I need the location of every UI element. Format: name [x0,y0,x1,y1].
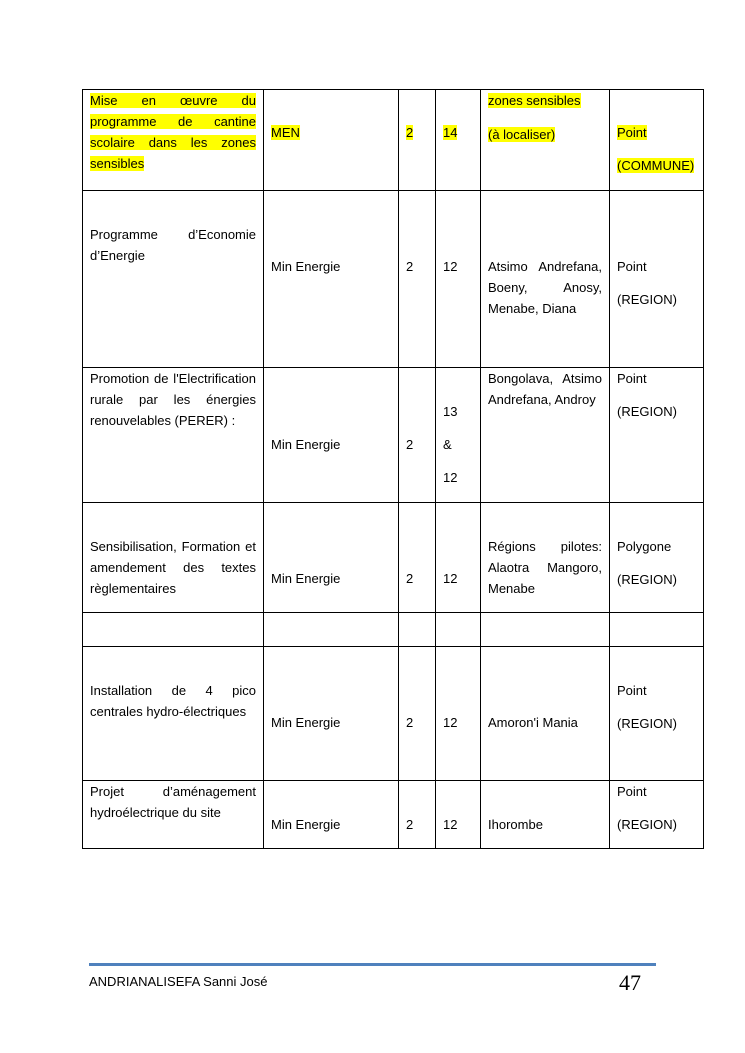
col4-cell: 14 [443,125,458,140]
table-row [83,368,704,503]
action-cell: Installation de 4 pico centrales hydro-électriques [83,647,264,781]
col3-cell: 2 [399,647,436,781]
ministry-cell: Min Energie [264,781,399,849]
zone-cell-note: (à localiser) [488,127,556,142]
col3-cell: 2 [399,781,436,849]
col3-cell: 2 [399,368,436,503]
table-row-empty [83,613,704,647]
type-cell: Point [617,784,647,799]
type-cell: Point [617,125,647,140]
col4-cell-second: 12 [443,470,458,485]
activities-table [82,89,704,849]
ministry-cell: MEN [271,125,300,140]
action-cell: Promotion de l'Electrification rurale par les énergies renouvelables (PERER) : [83,368,264,503]
type-cell-level: (REGION) [617,404,677,419]
col4-cell: 13 [443,404,458,419]
action-cell: Programme d’Economie d’Energie [83,191,264,368]
col4-cell: 12 [436,191,481,368]
zone-cell: Bongolava, Atsimo Andrefana, Androy [481,368,610,503]
type-cell: Polygone [617,539,672,554]
type-cell-level: (COMMUNE) [617,158,695,173]
col4-cell: 12 [436,647,481,781]
ministry-cell: Min Energie [264,368,399,503]
action-cell: Projet d’aménagement hydroélectrique du site [83,781,264,849]
table-row [83,503,704,613]
col3-cell: 2 [406,125,414,140]
page-number: 47 [619,970,641,995]
type-cell: Point [617,371,647,386]
ministry-cell: Min Energie [264,503,399,613]
table-row [83,191,704,368]
footer-author: ANDRIANALISEFA Sanni José [89,974,268,989]
zone-cell: zones sensibles [488,93,581,108]
type-cell-level: (REGION) [617,817,677,832]
col3-cell: 2 [399,503,436,613]
table-row [83,781,704,849]
table-row [83,90,704,191]
type-cell-level: (REGION) [617,572,677,587]
type-cell: Point [617,259,647,274]
action-cell: Mise en œuvre du programme de cantine scolaire dans les zones sensibles [90,93,256,171]
ministry-cell: Min Energie [264,647,399,781]
ministry-cell: Min Energie [264,191,399,368]
col4-cell: 12 [436,503,481,613]
col4-cell-and: & [443,437,452,452]
col3-cell: 2 [399,191,436,368]
type-cell: Point [617,683,647,698]
type-cell-level: (REGION) [617,716,677,731]
zone-cell: Amoron'i Mania [481,647,610,781]
action-cell: Sensibilisation, Formation et amendement des textes règlementaires [83,503,264,613]
zone-cell: Atsimo Andrefana, Boeny, Anosy, Menabe, Diana [481,191,610,368]
zone-cell: Ihorombe [481,781,610,849]
type-cell-level: (REGION) [617,292,677,307]
zone-cell: Régions pilotes: Alaotra Mangoro, Menabe [481,503,610,613]
footer-divider [89,963,656,966]
table-row [83,647,704,781]
col4-cell: 12 [436,781,481,849]
